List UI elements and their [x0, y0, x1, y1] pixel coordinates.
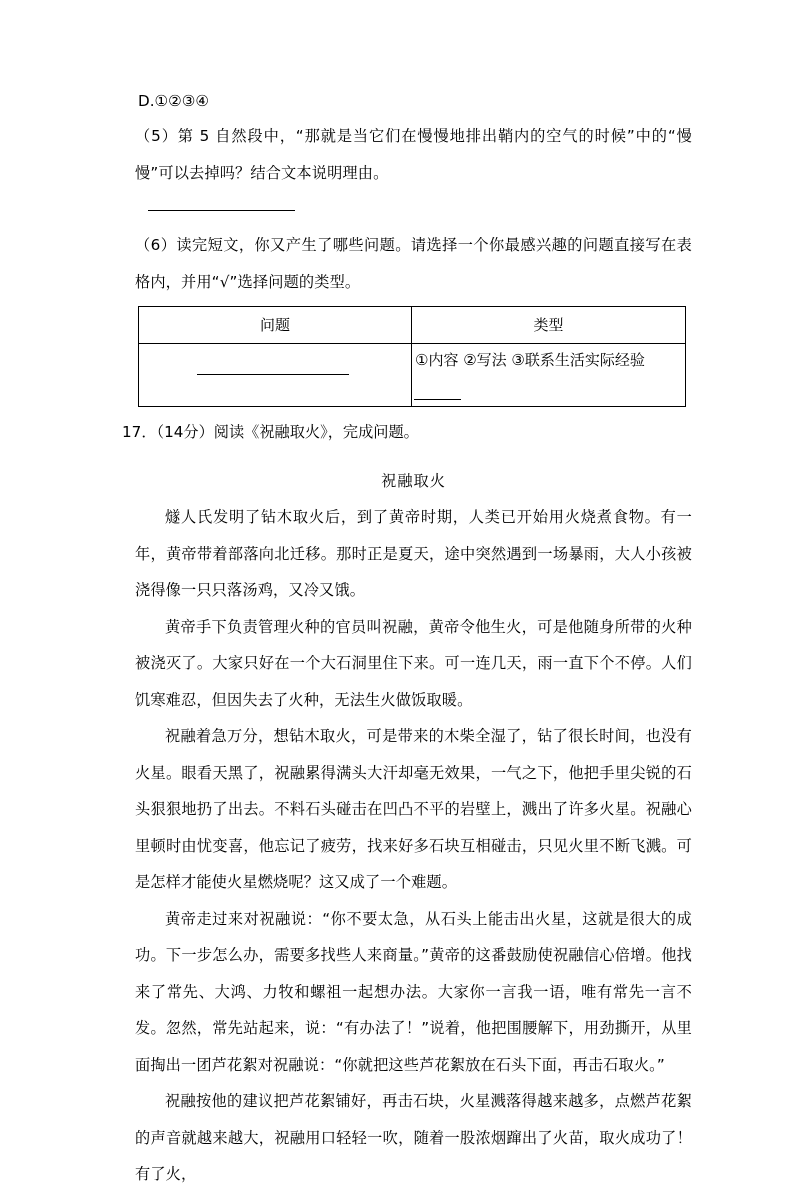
table-row	[139, 344, 686, 407]
article-title: 祝融取火	[381, 472, 446, 491]
answer-rule	[148, 210, 295, 211]
article-paragraph: 祝融着急万分，想钻木取火，可是带来的木柴全湿了，钻了很长时间，也没有火星。眼看天黑了，祝融累得满头大汗却毫无效果，一气之下，他把手里尖锐的石头狠狠地扔了出去。不料石头碰击在凹凸不平的岩壁上，溅出了许多火星。祝融心里顿时由忧变喜，他忘记了疲劳，找来好多石块互相碰击，只见火里不断飞溅。可是怎样才能使火星燃烧呢？这又成了一个难题。	[135, 727, 692, 892]
option-d-line: D.①②③④	[138, 92, 209, 110]
article-paragraph: 黄帝走过来对祝融说：“你不要太急，从石头上能击出火星，这就是很大的成功。下一步怎么办，需要多找些人来商量。”黄帝的这番鼓励使祝融信心倍增。他找来了常先、大鸿、力牧和螺祖一起想办法。大家你一言我一语，唯有常先一言不发。忽然，常先站起来，说：“有办法了！”说着，他把围腰解下，用劲撕开，从里面掏出一团芦花絮对祝融说：“你就把这些芦花絮放在石头下面，再击石取火。”	[135, 909, 692, 1074]
article-paragraph: 黄帝手下负责管理火种的官员叫祝融，黄帝令他生火，可是他随身所带的火种被浇灭了。大家只好在一个大石洞里住下来。可一连几天，雨一直下个不停。人们饥寒难忍，但因失去了火种，无法生火做饭取暖。	[135, 617, 692, 709]
article-paragraph: 祝融按他的建议把芦花絮铺好，再击石块，火星溅落得越来越多，点燃芦花絮的声音就越来越大，祝融用口轻轻一吹，随着一股浓烟蹿出了火苗，取火成功了！有了火，	[135, 1092, 692, 1184]
answer-blank-sub-5[interactable]	[135, 191, 692, 227]
question-17-stem: 17．（14分）阅读《祝融取火》，完成问题。	[122, 423, 419, 441]
question-answer-rule	[197, 374, 349, 375]
question-16-sub-6: （6）读完短文，你又产生了哪些问题。请选择一个你最感兴趣的问题直接写在表格内，并用“√”选择问题的类型。	[135, 236, 692, 291]
type-answer-rule	[414, 399, 461, 400]
article-paragraph: 燧人氏发明了钻木取火后，到了黄帝时期，人类已开始用火烧煮食物。有一年，黄帝带着部落向北迁移。那时正是夏天，途中突然遇到一场暴雨，大人小孩被浇得像一只只落汤鸡，又冷又饿。	[135, 508, 692, 600]
table-header-question: 问题	[139, 307, 412, 344]
table-cell-type-options[interactable]	[412, 344, 686, 407]
type-options-text: ①内容 ②写法 ③联系生活实际经验	[415, 351, 645, 369]
question-16-sub-5: （5）第 5 自然段中，“那就是当它们在慢慢地排出鞘内的空气的时候”中的“慢慢”可以去掉吗？结合文本说明理由。	[135, 127, 692, 182]
table-cell-question-answer[interactable]	[139, 344, 412, 407]
page-content	[122, 84, 692, 1193]
table-header-type: 类型	[412, 307, 686, 344]
question-type-table	[138, 306, 686, 407]
table-header-row	[139, 307, 686, 344]
